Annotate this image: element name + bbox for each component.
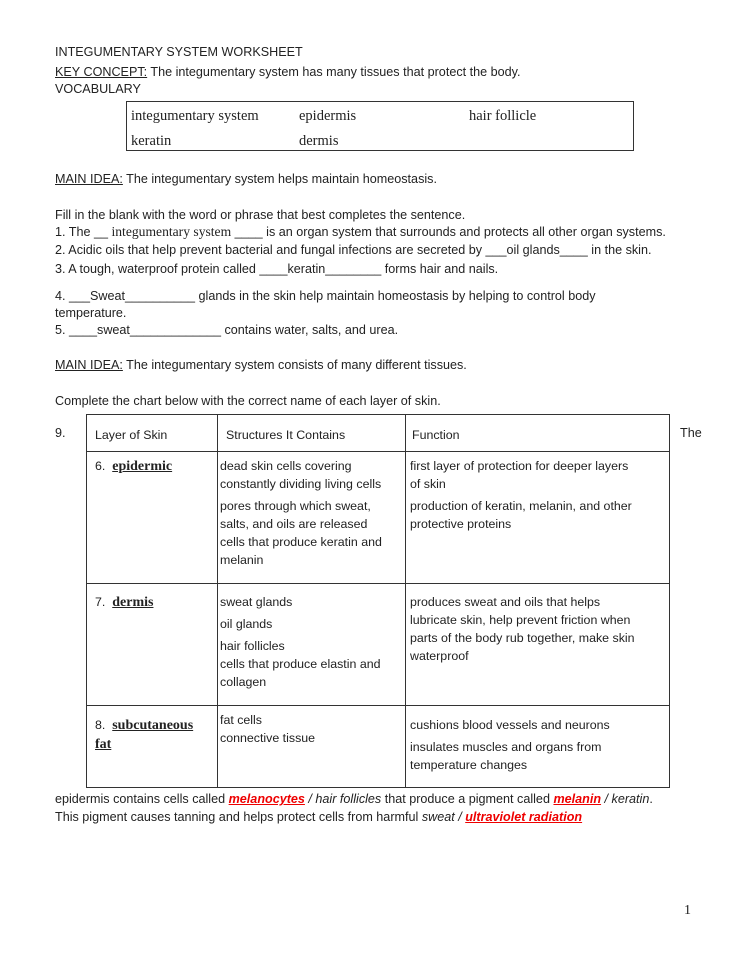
structure-item: cells that produce keratin and [220,535,382,549]
q1-prefix: 1. The __ [55,225,112,239]
structure-item: collagen [220,675,267,689]
function-item: parts of the body rub together, make skin [410,631,635,645]
question-4-cont: temperature. [55,306,127,320]
chart-instructions: Complete the chart below with the correct name of each layer of skin. [55,394,441,408]
key-concept-text: The integumentary system has many tissues that protect the body. [147,65,521,79]
main-idea-text: The integumentary system helps maintain homeostasis. [122,172,437,186]
key-concept-label: KEY CONCEPT: [55,65,148,79]
q9-answer-2: melanin [553,792,602,806]
main-idea-text: The integumentary system consists of many different tissues. [122,358,467,372]
q1-answer: integumentary system [111,224,232,239]
table-row-layer [95,457,172,476]
structure-item: cells that produce elastin and [220,657,381,671]
function-item: cushions blood vessels and neurons [410,718,610,732]
q9-option: / hair follicles [304,792,382,806]
function-item: insulates muscles and organs from [410,740,602,754]
function-item: waterproof [410,649,469,663]
structure-item: sweat glands [220,595,293,609]
row-number: 6. [95,459,106,473]
q9-option: sweat / [421,810,466,824]
vocab-word: epidermis [299,108,357,124]
table-row-layer [95,716,193,754]
main-idea-2 [55,357,467,373]
function-item: lubricate skin, help prevent friction when [410,613,631,627]
q9-answer-1: melanocytes [228,792,305,806]
structure-item: dead skin cells covering [220,459,352,473]
structure-item: connective tissue [220,731,316,745]
q9-option: / keratin [601,792,650,806]
main-idea-label: MAIN IDEA: [55,172,123,186]
question-9-line1 [55,791,653,807]
skin-layers-table [86,414,670,788]
vocab-word: dermis [299,133,339,149]
page-number: 1 [684,903,691,918]
question-1 [55,224,666,240]
header-layer: Layer of Skin [95,428,168,442]
function-item: first layer of protection for deeper layers [410,459,629,473]
q1-suffix: ____ is an organ system that surrounds and protects all other organ systems. [231,225,666,239]
function-cell [410,457,632,533]
q9-text: epidermis contains cells called [55,792,229,806]
layer-answer: subcutaneous [112,718,194,733]
fill-instructions: Fill in the blank with the word or phrase that best completes the sentence. [55,208,466,222]
structure-item: salts, and oils are released [220,517,368,531]
worksheet-title: INTEGUMENTARY SYSTEM WORKSHEET [55,45,303,59]
question-3: 3. A tough, waterproof protein called ____keratin________ forms hair and nails. [55,262,499,276]
vocab-word: keratin [131,133,172,149]
vocab-word: hair follicle [469,108,537,124]
layer-answer: dermis [112,595,154,610]
question-9-line2 [55,809,582,825]
structure-item: pores through which sweat, [220,499,371,513]
header-structures: Structures It Contains [226,428,346,442]
q9-answer-3: ultraviolet radiation [465,810,583,824]
question-4: 4. ___Sweat__________ glands in the skin help maintain homeostasis by helping to control body [55,289,596,303]
function-item: protective proteins [410,517,512,531]
q9-text: This pigment causes tanning and helps protect cells from harmful [55,810,422,824]
vocabulary-label: VOCABULARY [55,82,141,96]
q9-period: . [649,792,653,806]
structures-cell [220,593,381,691]
function-cell [410,593,635,665]
main-idea-1 [55,171,437,187]
function-cell [410,716,610,774]
question-5: 5. ____sweat_____________ contains water, salts, and urea. [55,323,399,337]
main-idea-label: MAIN IDEA: [55,358,123,372]
row-number: 7. [95,595,106,609]
vocab-word: integumentary system [131,108,259,124]
question-2: 2. Acidic oils that help prevent bacterial and fungal infections are secreted by ___oil glands____ in the skin. [55,243,652,257]
structure-item: oil glands [220,617,273,631]
row-number: 8. [95,718,106,732]
structures-cell [220,711,315,747]
q9-text: that produce a pigment called [381,792,554,806]
question-9-lead: The [680,426,702,440]
layer-answer-cont: fat [95,737,112,752]
key-concept [55,64,521,80]
structure-item: fat cells [220,713,263,727]
header-function: Function [412,428,460,442]
layer-answer: epidermic [112,459,173,474]
function-item: of skin [410,477,446,491]
function-item: temperature changes [410,758,528,772]
table-row-layer [95,593,153,612]
function-item: produces sweat and oils that helps [410,595,601,609]
structure-item: hair follicles [220,639,285,653]
function-item: production of keratin, melanin, and other [410,499,632,513]
structure-item: melanin [220,553,264,567]
structure-item: constantly dividing living cells [220,477,382,491]
vocabulary-box [126,101,634,151]
question-9-number: 9. [55,426,66,440]
structures-cell [220,457,382,569]
